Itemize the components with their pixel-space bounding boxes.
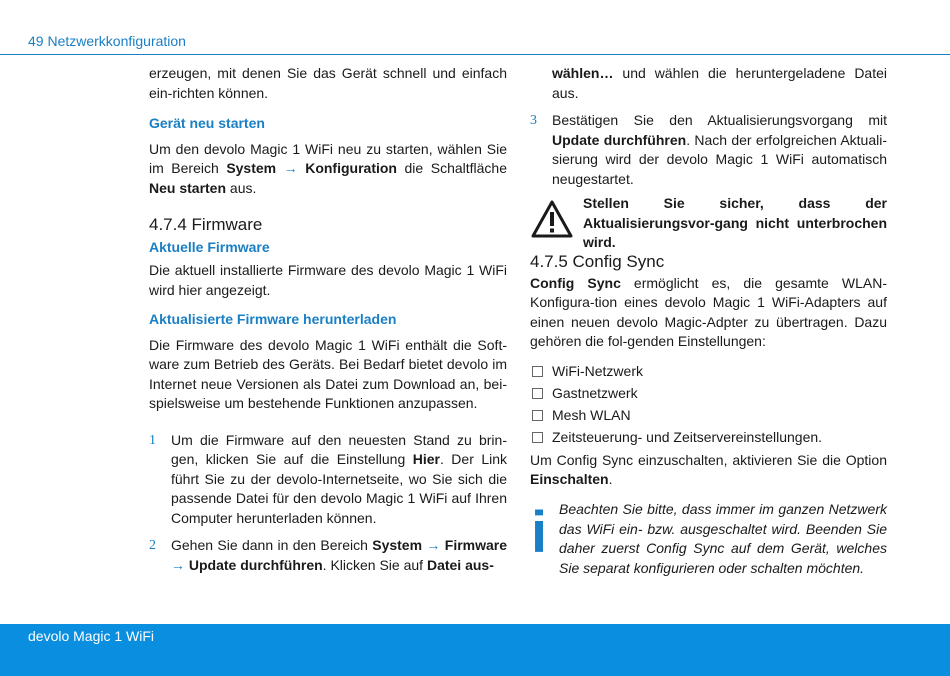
arrow-icon: → [171,556,185,573]
page-header-title: 49 Netzwerkkonfiguration [28,33,186,49]
firmware-steps-cont [530,64,887,189]
list-item [530,404,887,426]
firmware-heading: 4.7.4 Firmware [149,215,263,234]
arrow-icon: → [283,160,298,176]
list-item-label: Gastnetzwerk [552,384,638,401]
step1-text-c: . Der Link führt Sie zu der devolo-Internetseite, wo Sie sich die passende Datei für den devolo Magic 1 WiFi auf Ihren Computer herunterladen können. [171,451,507,526]
step-number: 2 [149,538,156,553]
restart-neu-starten: Neu starten [149,179,227,196]
config-sync-text [530,274,887,352]
enable-text [530,451,887,490]
step-3 [530,111,887,189]
step3-update: Update durchführen [552,131,687,148]
right-column [530,64,887,189]
header-divider [0,54,950,55]
bullet-box-icon [532,410,543,421]
config-sync-heading: 4.7.5 Config Sync [530,252,665,271]
warning-icon [530,199,574,239]
warning-box [583,194,887,253]
step2-cont-text: und wählen die heruntergeladene Datei aus. [552,65,887,101]
step-number: 1 [149,432,156,448]
restart-text-1: Um den devolo Magic 1 WiFi neu zu starten, wählen Sie im Bereich [149,140,507,176]
enable-option: Einschalten [530,471,609,487]
step-1 [149,431,507,529]
config-sync-bold: Config Sync [530,274,621,291]
current-firmware-subheading: Aktuelle Firmware [149,238,270,255]
warning-text: Stellen Sie sicher, dass der Aktualisierungsvor-gang nicht unterbrochen wird. [583,195,887,250]
step2-text-a: Gehen Sie dann in den Bereich [171,537,373,553]
info-note [559,500,887,578]
step3-text-c: . Nach der erfolgreichen Aktuali-sierung wird der devolo Magic 1 WiFi automatisch neugestartet. [552,131,888,187]
step2-datei: Datei aus- [426,556,494,573]
bullet-box-icon [532,366,543,377]
config-sync-section [530,252,887,490]
current-firmware-text: Die aktuell installierte Firmware des devolo Magic 1 WiFi wird hier angezeigt. [149,262,507,298]
step3-text-a: Bestätigen Sie den Aktualisierungsvorgang mit [552,112,887,128]
firmware-steps [149,431,507,576]
info-icon: i [531,500,548,565]
step1-hier: Hier [412,451,440,467]
download-text: Die Firmware des devolo Magic 1 WiFi enthält die Soft-ware zum Betrieb des Geräts. Bei Bedarf bietet devolo im Internet neue Versionen als Datei zum Download an, bei-spielsweise um bestehende Funktionen anzupassen. [149,336,507,411]
restart-text-3: aus. [226,179,257,196]
page-footer [0,624,950,676]
config-sync-desc: ermöglicht es, die gesamte WLAN-Konfigura-tion eines devolo Magic 1 WiFi-Adapters auf einen neuen devolo Magic-Adpter zu übertragen. Dazu gehören die fol-genden Einstellungen: [530,274,887,349]
list-item-label: WiFi-Netzwerk [552,362,643,379]
footer-product: devolo Magic 1 WiFi [28,628,155,644]
step2-waehlen: wählen… [552,65,614,81]
restart-konfiguration: Konfiguration [305,160,397,176]
arrow-icon: → [426,537,441,553]
restart-paragraph [149,140,507,199]
left-column [149,64,507,575]
list-item [530,426,887,448]
step-2 [149,536,507,575]
restart-subheading: Gerät neu starten [149,115,265,131]
restart-system: System [226,160,277,176]
step1-text-a: Um die Firmware auf den neuesten Stand zu brin-gen, klicken Sie auf die Einstellung [171,431,507,467]
enable-text-c: . [608,471,613,487]
step2-system: System [372,537,423,553]
list-item-label: Zeitsteuerung- und Zeitservereinstellungen. [552,428,823,445]
restart-text-2: die Schaltfläche [396,160,508,176]
download-subheading: Aktualisierte Firmware herunterladen [149,311,397,327]
step-number: 3 [530,113,537,128]
intro-text: erzeugen, mit denen Sie das Gerät schnell und einfach ein-richten können. [149,65,507,101]
step2-text-e: . Klicken Sie auf [322,556,427,573]
info-note-text: Beachten Sie bitte, dass immer im ganzen Netzwerk das WiFi ein- bzw. ausgeschaltet wird. Beenden Sie daher zuerst Config Sync auf dem Gerät, welches Sie separat konfigurieren oder schalten möchten. [559,501,887,576]
step2-update: Update durchführen [188,556,323,573]
list-item [530,382,887,404]
list-item-label: Mesh WLAN [552,406,631,423]
bullet-box-icon [532,432,543,443]
step-2-cont [530,64,887,103]
settings-list [530,360,887,448]
enable-text-a: Um Config Sync einzuschalten, aktivieren Sie die Option [530,451,887,468]
bullet-box-icon [532,388,543,399]
list-item [530,360,887,382]
step2-firmware: Firmware [444,537,508,553]
